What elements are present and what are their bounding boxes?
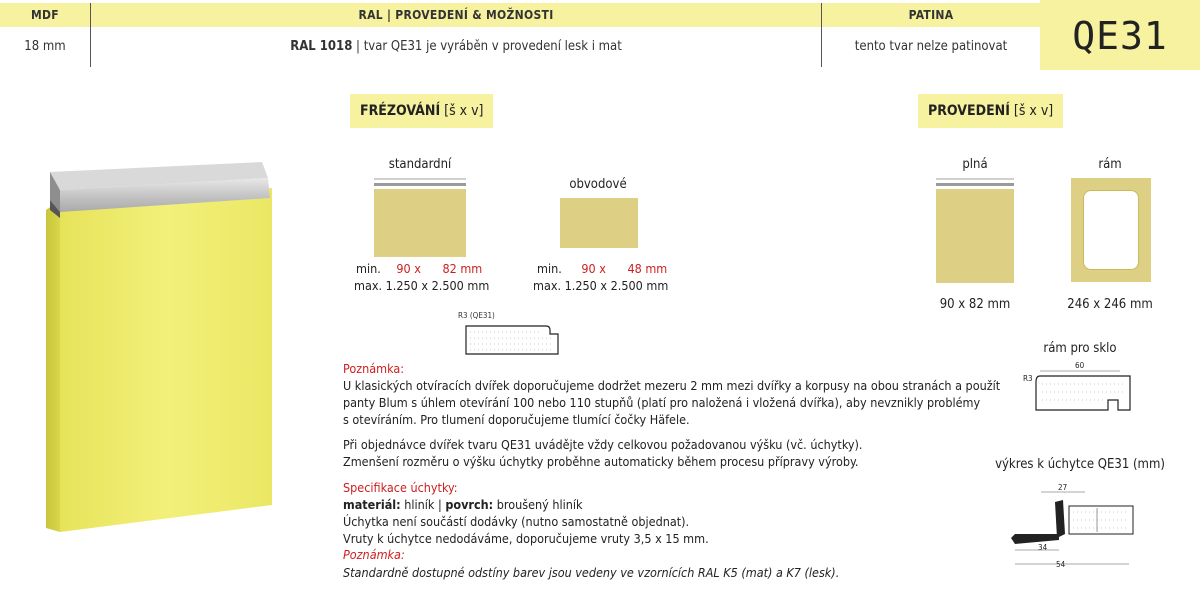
ral-code: RAL 1018 xyxy=(290,39,353,54)
product-code: QE31 xyxy=(1040,0,1200,70)
frezovani-dims-text: [š x v] xyxy=(440,103,484,119)
obvodove-label: obvodové xyxy=(569,177,627,192)
frezovani-title-text: FRÉZOVÁNÍ xyxy=(360,103,441,119)
note1-line: s otevíráním. Pro tlumení doporučujeme tlumící čočky Häfele. xyxy=(343,412,690,427)
spec-surface-label: povrch: xyxy=(445,497,494,512)
ram-sklo-r3: R3 xyxy=(1023,374,1033,383)
ram-opening xyxy=(1083,190,1139,270)
swatch-stripe xyxy=(374,178,466,180)
swatch-stripe xyxy=(936,178,1014,180)
swatch-stripe xyxy=(936,183,1014,186)
spec-line: Úchytka není součástí dodávky (nutno samostatně objednat). xyxy=(343,514,690,529)
obvodove-swatch xyxy=(560,198,638,248)
edge-profile-drawing xyxy=(462,322,562,358)
header-mdf: MDF xyxy=(31,8,59,22)
obvodove-min-h: 48 mm xyxy=(627,261,668,276)
ram-dims: 246 x 246 mm xyxy=(1067,297,1153,312)
profile-label: R3 (QE31) xyxy=(458,311,495,320)
note2-line: Zmenšení rozměru o výšku úchytky proběhne automaticky během procesu přípravy výroby. xyxy=(343,454,859,469)
ral-value xyxy=(91,30,821,64)
obvodove-min-w: 90 x xyxy=(581,261,606,276)
note1-line: panty Blum s úhlem otevírání 100 nebo 110 stupňů (platí pro naložená i vložená dvířka), aby nevznikly problémy xyxy=(343,395,981,410)
glass-frame-profile-drawing xyxy=(1034,368,1134,416)
provedeni-title-text: PROVEDENÍ xyxy=(928,103,1010,119)
vykres-label: výkres k úchytce QE31 (mm) xyxy=(995,457,1165,472)
spec-title: Specifikace úchytky: xyxy=(343,480,458,495)
header-ral: RAL | PROVEDENÍ & MOŽNOSTI xyxy=(358,8,554,22)
standard-min-label: min. xyxy=(356,261,381,276)
note3-title: Poznámka: xyxy=(343,547,405,562)
plna-swatch xyxy=(936,189,1014,283)
ram-sklo-label: rám pro sklo xyxy=(1043,341,1117,356)
obvodove-max: max. 1.250 x 2.500 mm xyxy=(533,278,669,293)
provedeni-title xyxy=(918,94,1063,128)
standard-min-w: 90 x xyxy=(396,261,421,276)
note1-title: Poznámka: xyxy=(343,361,405,376)
spec-material-value: hliník | xyxy=(400,497,446,512)
note2-line: Při objednávce dvířek tvaru QE31 uvádějte vždy celkovou požadovanou výšku (vč. úchytky). xyxy=(343,437,863,452)
ram-sklo-width: 60 xyxy=(1075,361,1085,370)
standard-swatch xyxy=(374,189,466,257)
frezovani-title xyxy=(350,94,493,128)
obvodove-min-label: min. xyxy=(537,261,562,276)
patina-value: tento tvar nelze patinovat xyxy=(854,39,1008,54)
header-patina: PATINA xyxy=(908,8,954,22)
swatch-stripe xyxy=(374,183,466,186)
vykres-dim-27: 27 xyxy=(1058,483,1068,492)
standard-min xyxy=(356,260,482,277)
obvodove-min xyxy=(537,260,667,277)
standard-max: max. 1.250 x 2.500 mm xyxy=(354,278,490,293)
door-illustration xyxy=(40,160,280,540)
mdf-value: 18 mm xyxy=(24,39,66,54)
provedeni-dims-text: [š x v] xyxy=(1009,103,1054,119)
ram-label: rám xyxy=(1098,157,1122,172)
standard-label: standardní xyxy=(388,157,452,172)
spec-material-label: materiál: xyxy=(343,497,401,512)
plna-dims: 90 x 82 mm xyxy=(939,297,1011,312)
note1-line: U klasických otvíracích dvířek doporučujeme dodržet mezeru 2 mm mezi dvířky a korpusy na obou stranách a použít xyxy=(343,378,1001,393)
standard-min-h: 82 mm xyxy=(442,261,483,276)
plna-label: plná xyxy=(962,157,988,172)
spec-material xyxy=(343,496,582,513)
vykres-dim-34: 34 xyxy=(1038,543,1048,552)
vykres-dim-54: 54 xyxy=(1056,560,1066,569)
handle-drawing xyxy=(1005,488,1137,572)
spec-line: Vruty k úchytce nedodáváme, doporučujeme vruty 3,5 x 15 mm. xyxy=(343,531,709,546)
note3-line: Standardně dostupné odstíny barev jsou vedeny ve vzornících RAL K5 (mat) a K7 (lesk). xyxy=(343,565,840,580)
ral-description: | tvar QE31 je vyráběn v provedení lesk i mat xyxy=(352,39,622,54)
spec-surface-value: broušený hliník xyxy=(493,497,583,512)
